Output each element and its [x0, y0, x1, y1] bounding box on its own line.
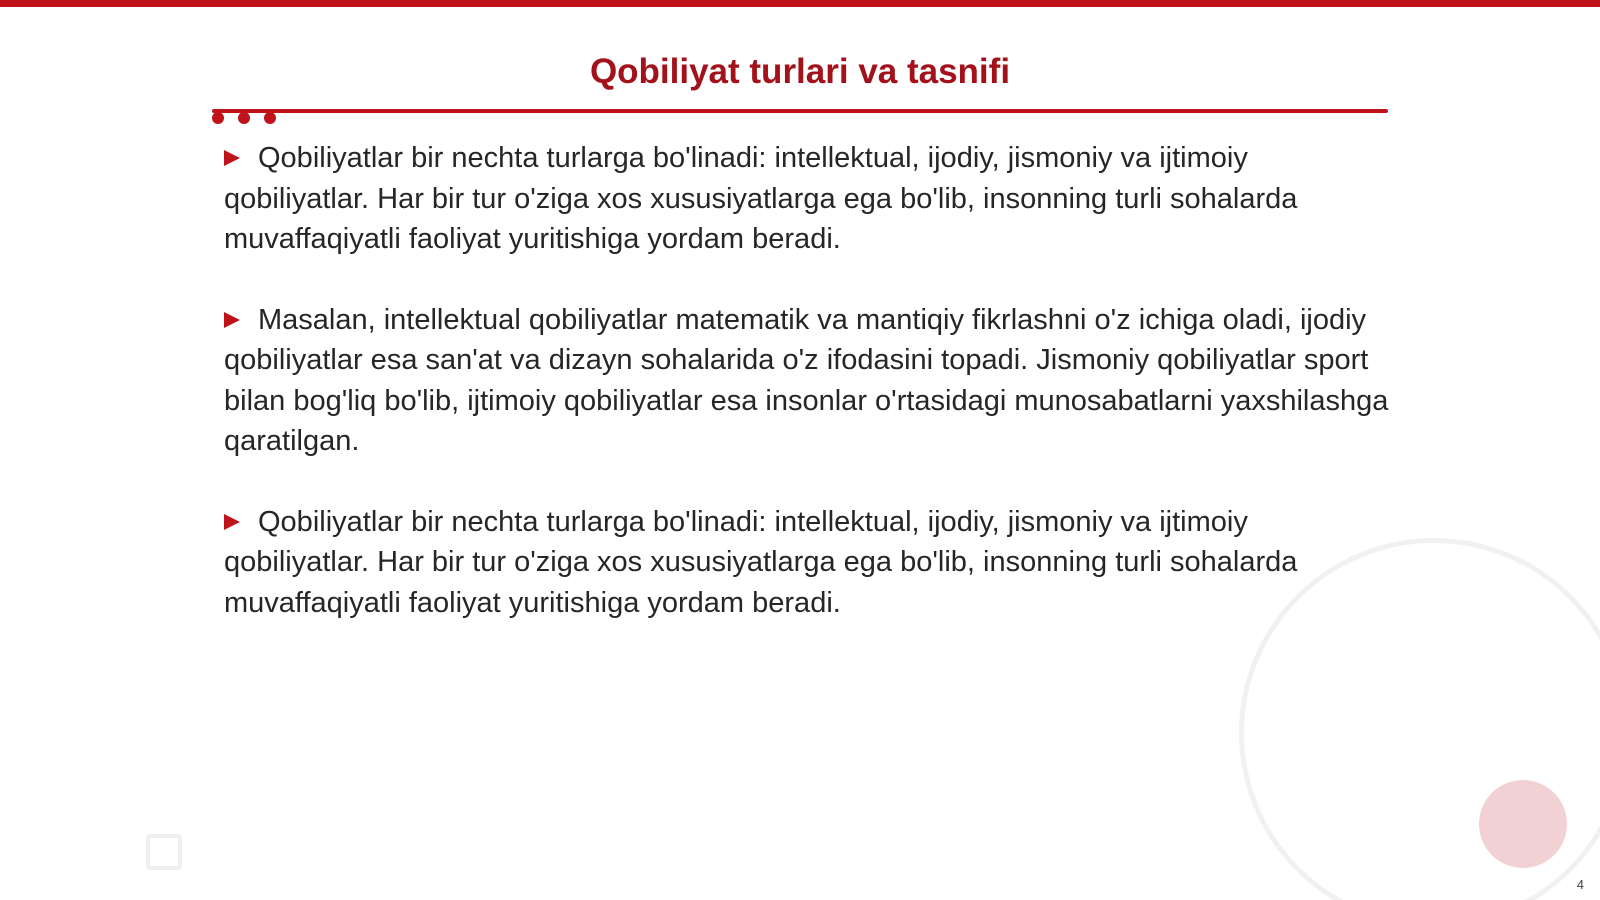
- slide-title: Qobiliyat turlari va tasnifi: [589, 52, 1011, 91]
- bullet-text: Qobiliyatlar bir nechta turlarga bo'linadi: intellektual, ijodiy, jismoniy va ijtimoiy qobiliyatlar. Har bir tur o'ziga xos xususiyatlarga ega bo'lib, insonning turli sohalarda muvaffaqiyatli faoliyat yuritishiga yordam beradi.: [224, 505, 1298, 619]
- title-underline: [212, 109, 1388, 113]
- bullet-item: [224, 138, 1394, 260]
- decorative-dot-2: [238, 112, 250, 124]
- bullet-list: [224, 138, 1394, 663]
- top-accent-bar: [0, 0, 1600, 7]
- bullet-text: Masalan, intellektual qobiliyatlar matematik va mantiqiy fikrlashni o'z ichiga oladi, ijodiy qobiliyatlar esa san'at va dizayn sohalarida o'z ifodasini topadi. Jismoniy qobiliyatlar sport bilan bog'liq bo'lib, ijtimoiy qobiliyatlar esa insonlar o'rtasidagi munosabatlarni yaxshilashga qaratilgan.: [224, 303, 1389, 457]
- bullet-item: [224, 502, 1394, 624]
- triangle-right-icon: [224, 514, 240, 530]
- decorative-pink-circle: [1479, 780, 1567, 868]
- page-number: 4: [1576, 877, 1584, 892]
- decorative-dot-1: [212, 112, 224, 124]
- bullet-item: [224, 300, 1394, 462]
- decorative-square: [146, 834, 182, 870]
- decorative-dot-3: [264, 112, 276, 124]
- triangle-right-icon: [224, 312, 240, 328]
- triangle-right-icon: [224, 150, 240, 166]
- bullet-text: Qobiliyatlar bir nechta turlarga bo'linadi: intellektual, ijodiy, jismoniy va ijtimoiy qobiliyatlar. Har bir tur o'ziga xos xususiyatlarga ega bo'lib, insonning turli sohalarda muvaffaqiyatli faoliyat yuritishiga yordam beradi.: [224, 142, 1298, 255]
